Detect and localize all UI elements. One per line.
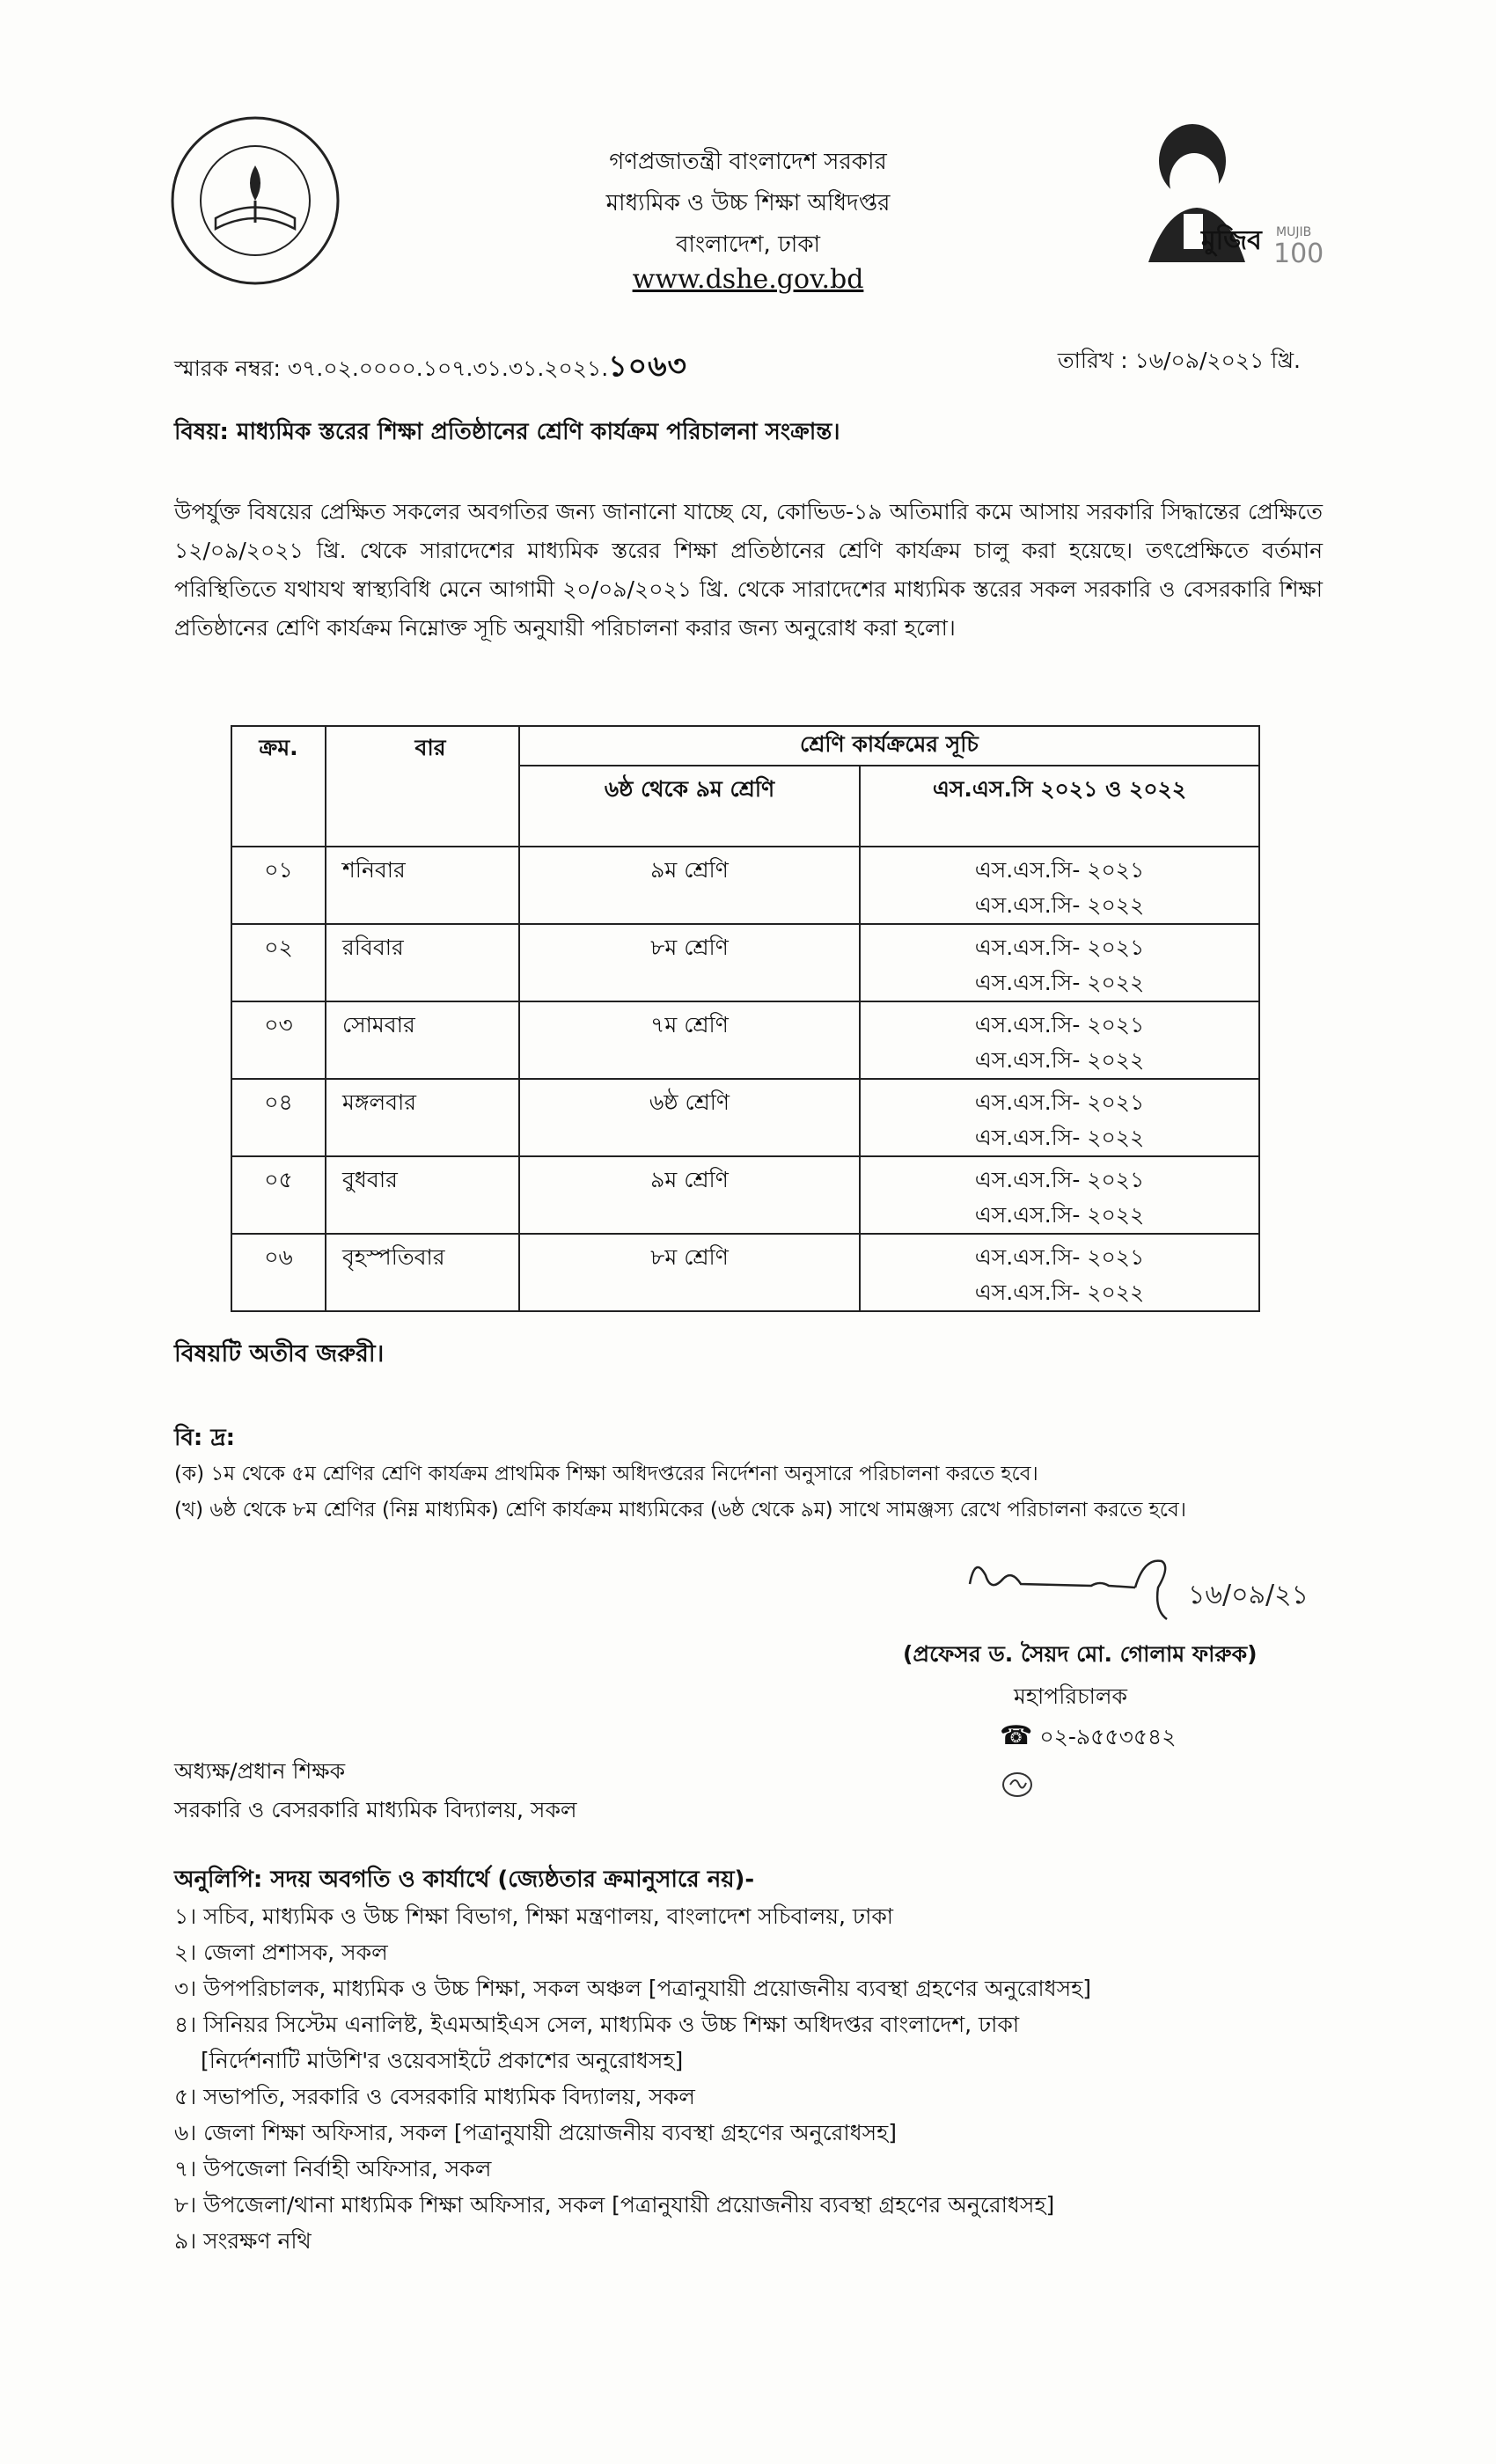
cc-item: ৫। সভাপতি, সরকারি ও বেসরকারি মাধ্যমিক বিদ্যালয়, সকল: [174, 2084, 695, 2109]
memo-handwritten-number: ১০৬৩: [608, 348, 688, 383]
note-k: (ক) ১ম থেকে ৫ম শ্রেণির শ্রেণি কার্যক্রম প্রাথমিক শিক্ষা অধিদপ্তরের নির্দেশনা অনুসারে পরিচালনা করতে হবে।: [174, 1463, 1038, 1485]
notes-title: বি: দ্র:: [174, 1425, 236, 1451]
row-day: বুধবার: [342, 1167, 398, 1192]
row-serial: ০৫: [264, 1167, 293, 1192]
cc-item: ৮। উপজেলা/থানা মাধ্যমিক শিক্ষা অফিসার, সকল [পত্রানুযায়ী প্রয়োজনীয় ব্যবস্থা গ্রহণের অনুরোধসহ]: [174, 2192, 1055, 2218]
svg-text:100: 100: [1273, 238, 1324, 269]
header-ssc: এস.এস.সি ২০২১ ও ২০২২: [860, 766, 1259, 847]
header-day: বার: [326, 726, 519, 847]
directorate-name: মাধ্যমিক ও উচ্চ শিক্ষা অধিদপ্তর: [605, 190, 891, 216]
row-ssc-2021: এস.এস.সি- ২০২১: [974, 1012, 1145, 1038]
svg-text:মুজিব: মুজিব: [1201, 225, 1262, 256]
initial-mark: [1000, 1769, 1035, 1808]
cc-item: ৭। উপজেলা নির্বাহী অফিসার, সকল: [174, 2156, 492, 2182]
row-ssc-2021: এস.এস.সি- ২০২১: [974, 1167, 1145, 1192]
cc-item: ৪। সিনিয়র সিস্টেম এনালিষ্ট, ইএমআইএস সেল, মাধ্যমিক ও উচ্চ শিক্ষা অধিদপ্তর বাংলাদেশ, ঢাকা: [174, 2012, 1020, 2037]
addressee-title: অধ্যক্ষ/প্রধান শিক্ষক: [174, 1758, 346, 1784]
row-ssc-2021: এস.এস.সি- ২০২১: [974, 1089, 1145, 1115]
body-paragraph: উপর্যুক্ত বিষয়ের প্রেক্ষিত সকলের অবগতির জন্য জানানো যাচ্ছে যে, কোভিড-১৯ অতিমারি কমে আসায় সরকারি সিদ্ধান্তের প্রেক্ষিতে ১২/০৯/২০২১ খ্রি. থেকে সারাদেশের মাধ্যমিক স্তরের শিক্ষা প্রতিষ্ঠানের শ্রেণি কার্যক্রম চালু করা হয়েছে। তৎপ্রেক্ষিতে বর্তমান পরিস্থিতিতে যথাযথ স্বাস্থ্যবিধি মেনে আগামী ২০/০৯/২০২১ খ্রি. থেকে সারাদেশের মাধ্যমিক স্তরের সকল সরকারি ও বেসরকারি শিক্ষা প্রতিষ্ঠানের শ্রেণি কার্যক্রম নিম্নোক্ত সূচি অনুযায়ী পরিচালনা করার জন্য অনুরোধ করা হলো।: [174, 499, 1323, 641]
signature-date: ১৬/০৯/২১: [1188, 1580, 1309, 1610]
website-link[interactable]: www.dshe.gov.bd: [632, 264, 864, 295]
header-serial: ক্রম.: [231, 726, 326, 847]
row-class: ৯ম শ্রেণি: [650, 1167, 729, 1192]
signatory-phone: [1000, 1720, 1177, 1757]
row-serial: ০৩: [264, 1012, 293, 1038]
memo-label: স্মারক নম্বর: ৩৭.০২.০০০০.১০৭.৩১.৩১.২০২১.: [174, 356, 609, 381]
row-serial: ০১: [264, 857, 293, 883]
row-class: ৯ম শ্রেণি: [650, 857, 729, 883]
row-ssc-2022: এস.এস.সি- ২০২২: [974, 1280, 1145, 1305]
cc-item: ২। জেলা প্রশাসক, সকল: [174, 1940, 388, 1965]
row-ssc-2022: এস.এস.সি- ২০২২: [974, 1125, 1145, 1150]
cc-item: ১। সচিব, মাধ্যমিক ও উচ্চ শিক্ষা বিভাগ, শিক্ষা মন্ত্রণালয়, বাংলাদেশ সচিবালয়, ঢাকা: [174, 1903, 894, 1929]
row-day: মঙ্গলবার: [342, 1089, 417, 1115]
memo-number: [174, 343, 687, 392]
svg-text:MUJIB: MUJIB: [1276, 225, 1312, 239]
row-day: রবিবার: [342, 935, 404, 960]
signatory-name: (প্রফেসর ড. সৈয়দ মো. গোলাম ফারুক): [903, 1641, 1258, 1667]
row-ssc-2021: এস.এস.সি- ২০২১: [974, 857, 1145, 883]
row-class: ৮ম শ্রেণি: [650, 1244, 729, 1270]
row-day: বৃহস্পতিবার: [342, 1244, 445, 1270]
row-class: ৬ষ্ঠ শ্রেণি: [649, 1089, 730, 1115]
row-ssc-2022: এস.এস.সি- ২০২২: [974, 1047, 1145, 1073]
row-day: শনিবার: [342, 857, 406, 883]
mujib-100-logo: [1113, 113, 1333, 271]
cc-item: ৬। জেলা শিক্ষা অফিসার, সকল [পত্রানুযায়ী প্রয়োজনীয় ব্যবস্থা গ্রহণের অনুরোধসহ]: [174, 2120, 898, 2145]
education-logo: [167, 113, 343, 289]
table-row: [231, 1234, 1259, 1311]
table-row: [231, 1156, 1259, 1234]
memo-date: তারিখ : ১৬/০৯/২০২১ খ্রি.: [1057, 348, 1301, 373]
table-row: [231, 1001, 1259, 1079]
row-class: ৭ম শ্রেণি: [650, 1012, 729, 1038]
row-serial: ০৪: [264, 1089, 293, 1115]
cc-item: ৯। সংরক্ষণ নথি: [174, 2228, 312, 2254]
location: বাংলাদেশ, ঢাকা: [675, 231, 821, 258]
cc-item: ৩। উপপরিচালক, মাধ্যমিক ও উচ্চ শিক্ষা, সকল অঞ্চল [পত্রানুযায়ী প্রয়োজনীয় ব্যবস্থা গ্রহণের অনুরোধসহ]: [174, 1976, 1092, 2001]
row-day: সোমবার: [342, 1012, 415, 1038]
row-ssc-2021: এস.এস.সি- ২০২১: [974, 1244, 1145, 1270]
phone-number: ০২-৯৫৫৩৫৪২: [1039, 1724, 1177, 1749]
row-ssc-2021: এস.এস.সি- ২০২১: [974, 935, 1145, 960]
row-class: ৮ম শ্রেণি: [650, 935, 729, 960]
row-serial: ০২: [264, 935, 293, 960]
addressee-org: সরকারি ও বেসরকারি মাধ্যমিক বিদ্যালয়, সকল: [174, 1797, 577, 1822]
header-class: ৬ষ্ঠ থেকে ৯ম শ্রেণি: [519, 766, 860, 847]
table-row: [231, 924, 1259, 1001]
signature: [959, 1549, 1346, 1632]
note-kh: (খ) ৬ষ্ঠ থেকে ৮ম শ্রেণির (নিম্ন মাধ্যমিক) শ্রেণি কার্যক্রম মাধ্যমিকের (৬ষ্ঠ থেকে ৯ম) সাথে সামঞ্জস্য রেখে পরিচালনা করতে হবে।: [174, 1499, 1186, 1522]
cc-title: অনুলিপি: সদয় অবগতি ও কার্যার্থে (জ্যেষ্ঠতার ক্রমানুসারে নয়)-: [174, 1866, 755, 1893]
row-ssc-2022: এস.এস.সি- ২০২২: [974, 970, 1145, 995]
subject-line: বিষয়: মাধ্যমিক স্তরের শিক্ষা প্রতিষ্ঠানের শ্রেণি কার্যক্রম পরিচালনা সংক্রান্ত।: [174, 419, 840, 445]
signatory-title: মহাপরিচালক: [1014, 1683, 1127, 1709]
row-serial: ০৬: [264, 1244, 293, 1270]
government-name: গণপ্রজাতন্ত্রী বাংলাদেশ সরকার: [609, 149, 887, 175]
schedule-table: [231, 725, 1260, 1312]
table-row: [231, 847, 1259, 924]
urgent-note: বিষয়টি অতীব জরুরী।: [174, 1340, 385, 1368]
row-ssc-2022: এস.এস.সি- ২০২২: [974, 892, 1145, 918]
website-link-wrap: [440, 264, 1056, 295]
row-ssc-2022: এস.এস.সি- ২০২২: [974, 1202, 1145, 1228]
telephone-icon: ☎: [1000, 1720, 1033, 1751]
cc-item: [নির্দেশনাটি মাউশি'র ওয়েবসাইটে প্রকাশের অনুরোধসহ]: [201, 2048, 684, 2073]
table-row: [231, 1079, 1259, 1156]
header-schedule: শ্রেণি কার্যক্রমের সূচি: [519, 726, 1259, 766]
